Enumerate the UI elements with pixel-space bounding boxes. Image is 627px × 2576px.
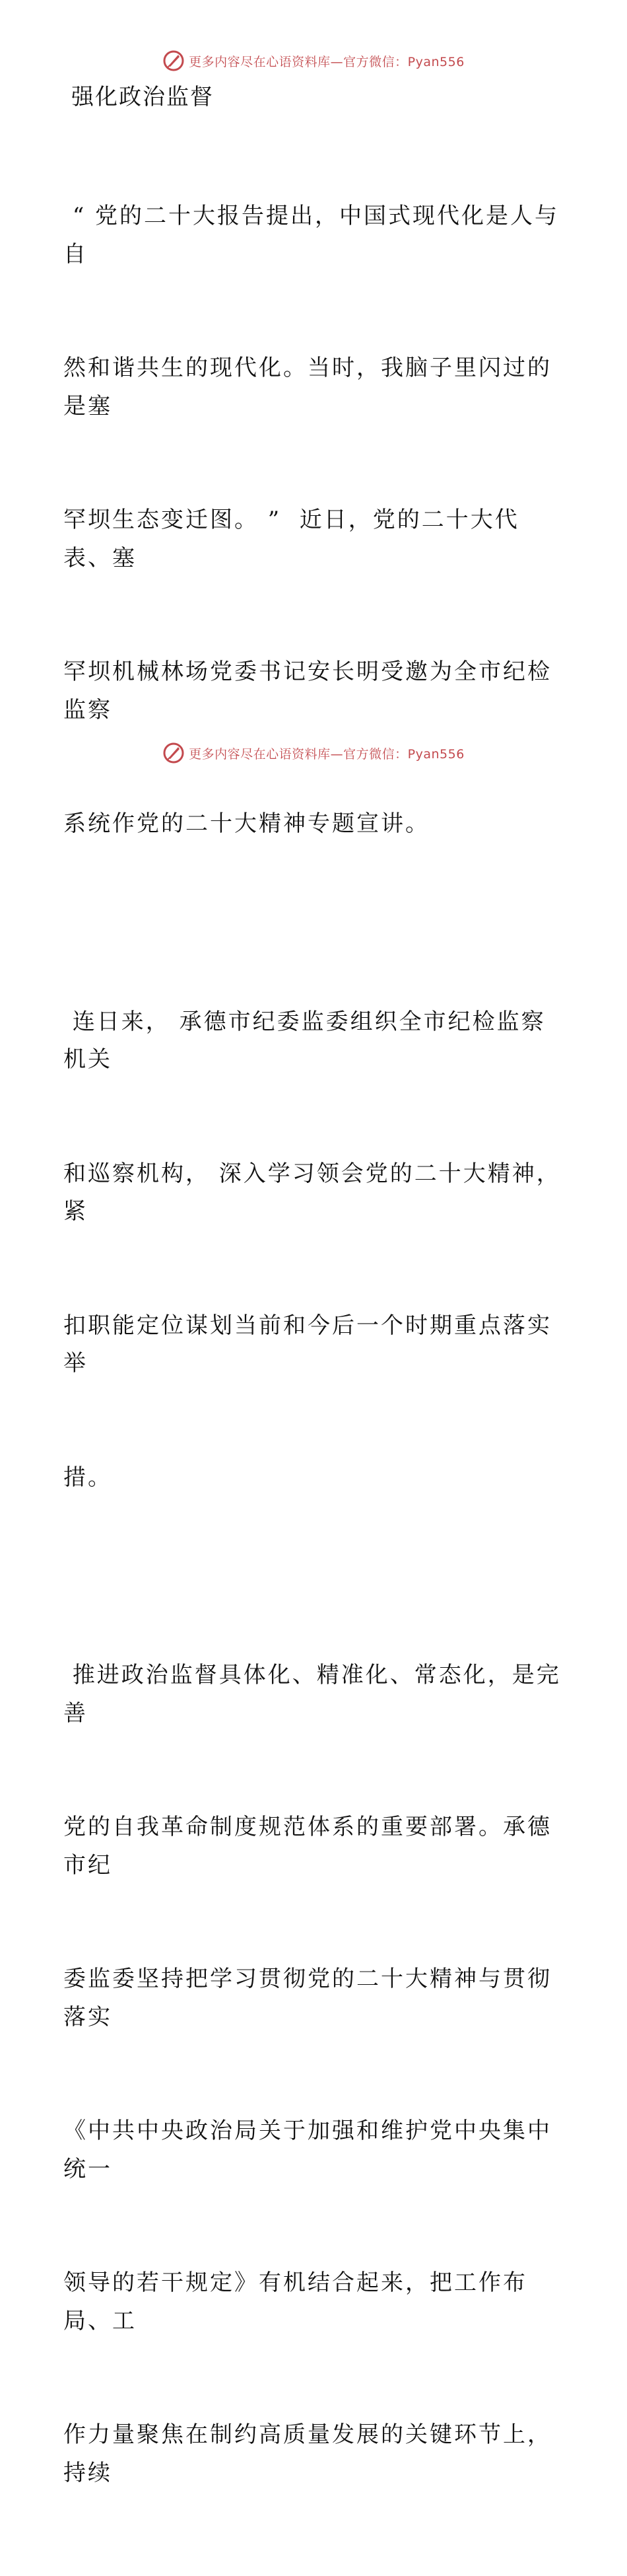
text-line: 然和谐共生的现代化。当时，我脑子里闪过的是塞 [63,355,552,419]
text-line: 《中共中央政治局关于加强和维护党中央集中统一 [63,2118,552,2182]
header-watermark [0,48,627,74]
text-line: 作力量聚焦在制约高质量发展的关键环节上，持续 [63,2421,552,2486]
text-line: 措。 [63,1464,112,1491]
watermark-text: 更多内容尽在心语资料库—官方微信：Pyan556 [189,746,465,762]
text-line: 扣职能定位谋划当前和今后一个时期重点落实举 [63,1312,552,1377]
text-line: “ 党的二十大报告提出，中国式现代化是人与自 [63,203,560,268]
footer-watermark [0,740,627,766]
text-line: 罕坝机械林场党委书记安长明受邀为全市纪检监察 [63,659,552,723]
document-title: 强化政治监督 [71,84,214,110]
text-line: 罕坝生态变迁图。 ” 近日，党的二十大代表、塞 [63,507,519,571]
text-line: 党的自我革命制度规范体系的重要部署。承德市纪 [63,1814,552,1878]
text-line: 推进政治监督具体化、精准化、常态化，是完善 [63,1662,561,1727]
text-line: 连日来， 承德市纪委监委组织全市纪检监察机关 [63,1008,546,1073]
text-line: 和巡察机构， 深入学习领会党的二十大精神，紧 [63,1160,561,1225]
watermark-text: 更多内容尽在心语资料库—官方微信：Pyan556 [189,54,465,69]
paragraph-2 [63,927,565,1573]
quill-logo-icon [162,742,185,764]
text-line: 领导的若干规定》有机结合起来，把工作布局、工 [63,2270,527,2334]
paragraph-1 [63,122,565,919]
quill-logo-icon [162,50,185,72]
text-line: 委监委坚持把学习贯彻党的二十大精神与贯彻落实 [63,1966,552,2030]
paragraph-3 [63,1581,565,2568]
document-body [63,78,565,2576]
text-line: 系统作党的二十大精神专题宣讲。 [63,810,430,837]
